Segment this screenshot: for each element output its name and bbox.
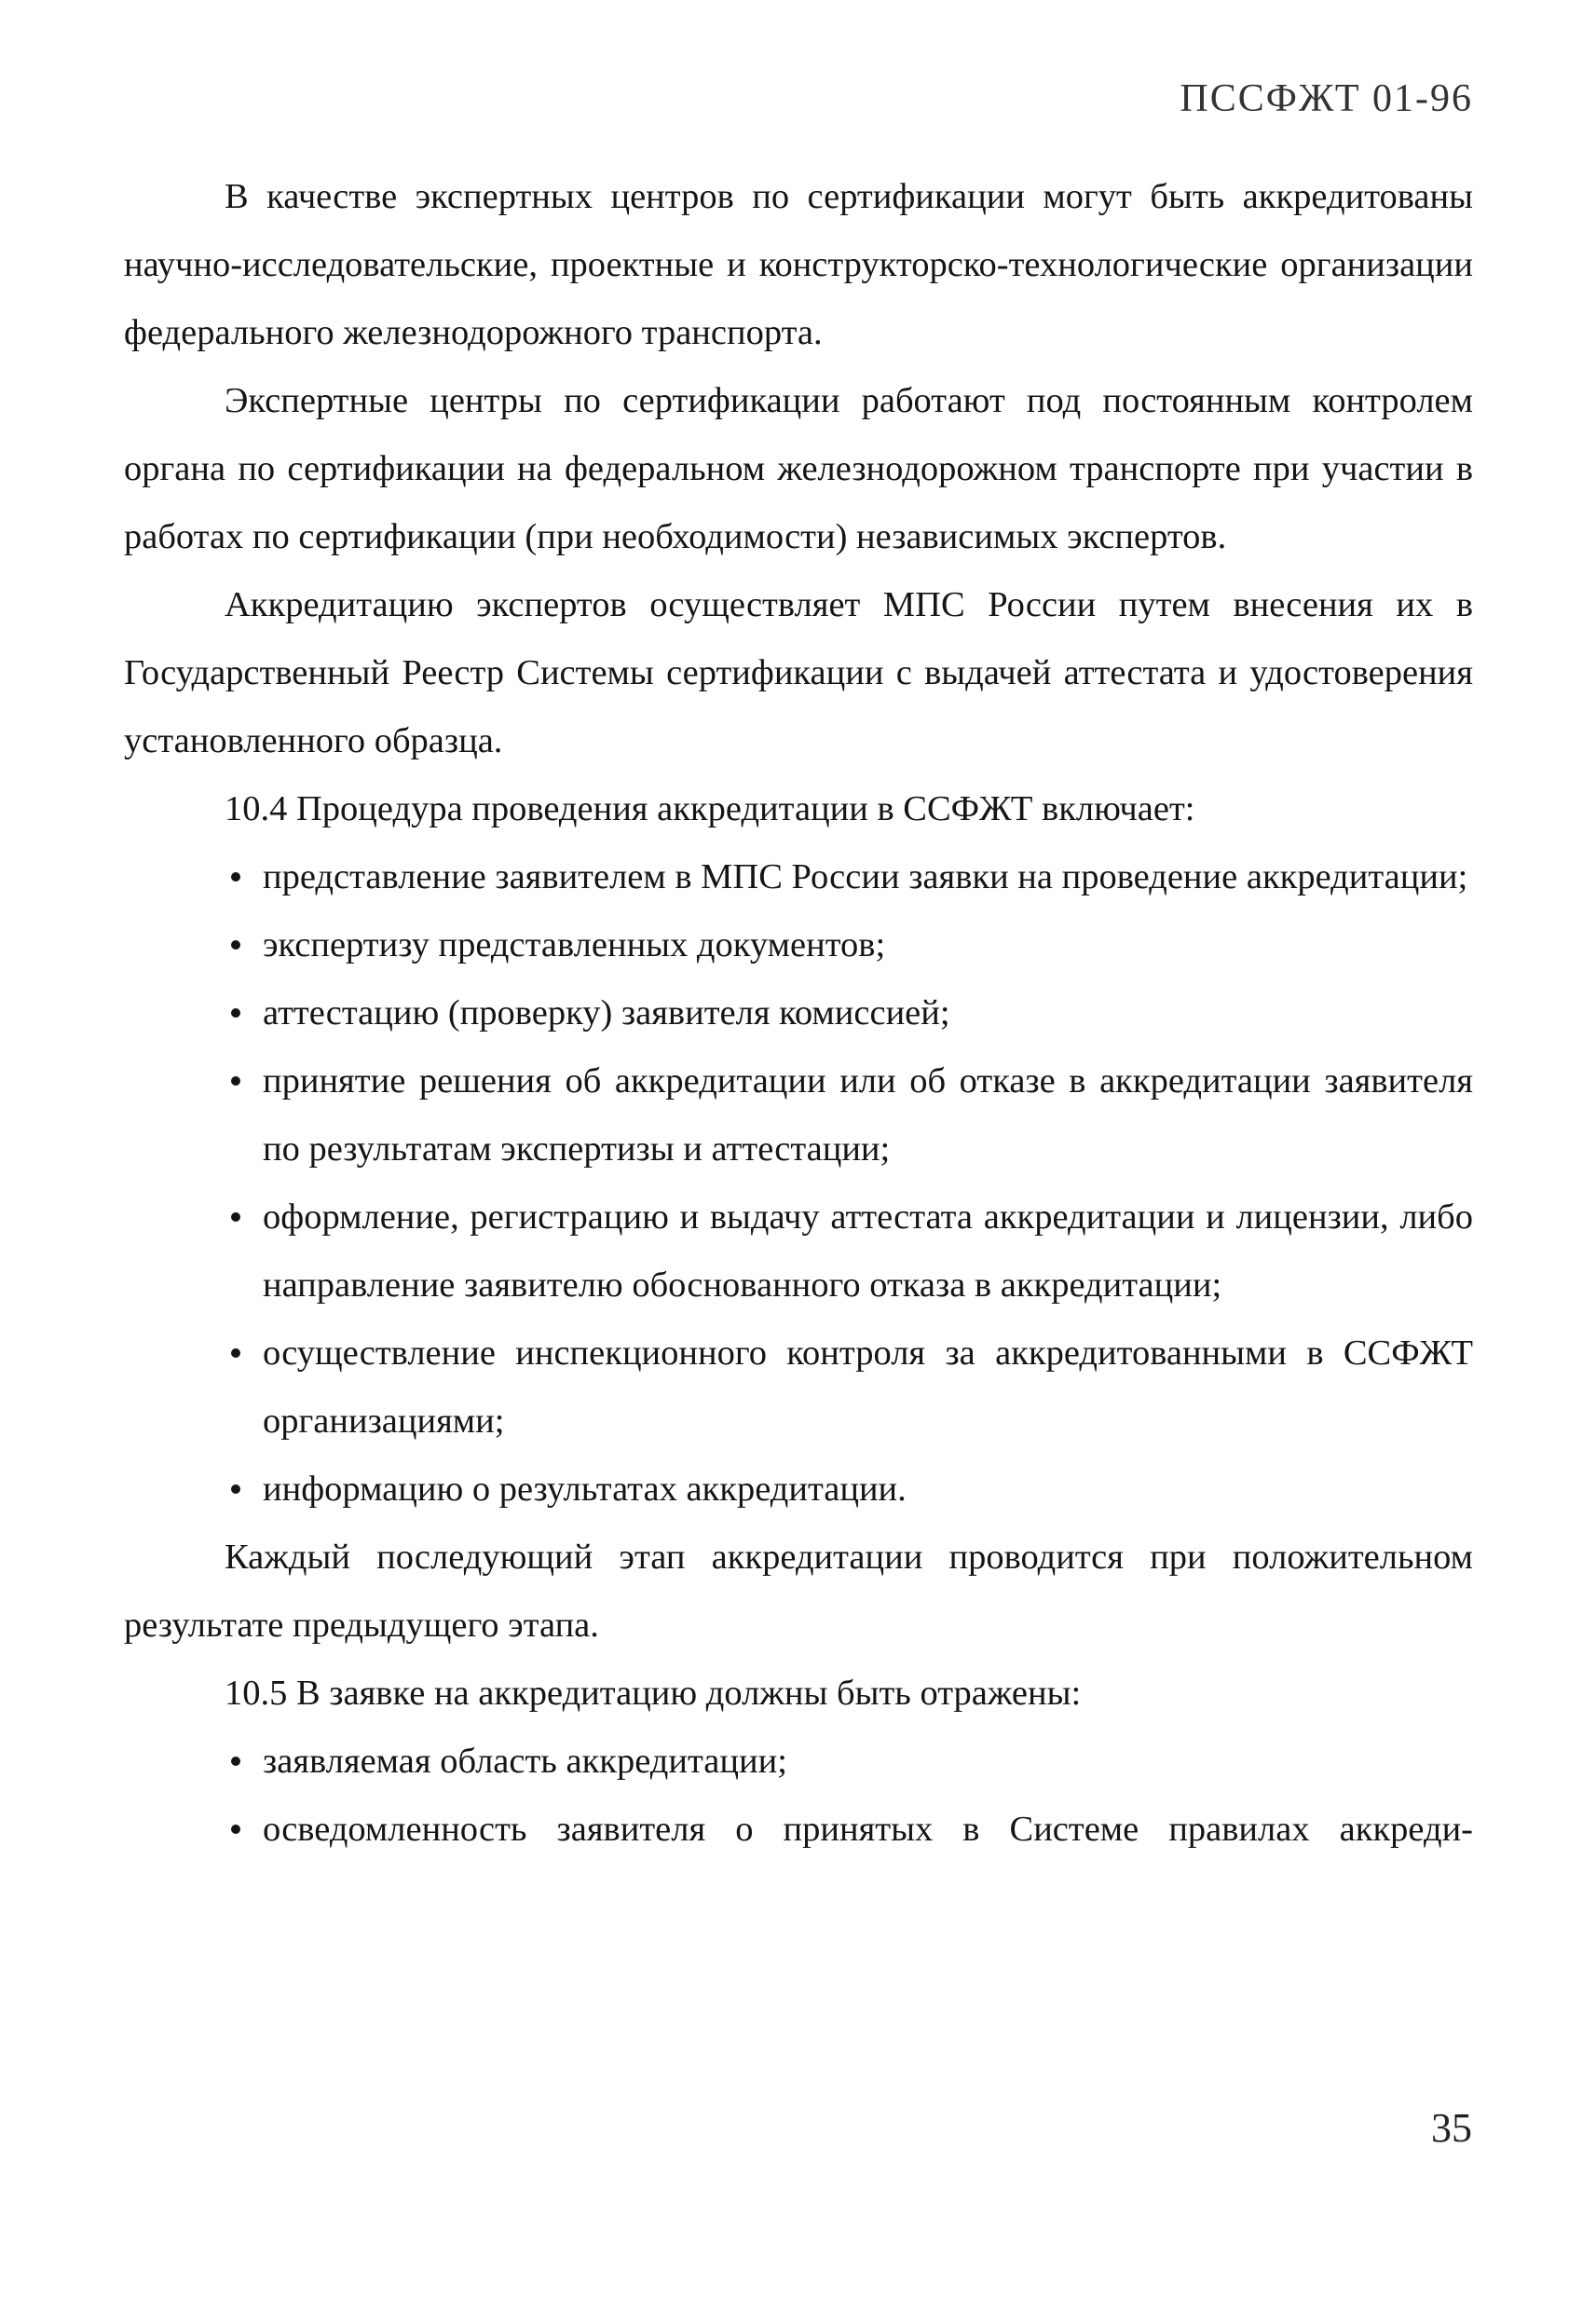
paragraph-expert-control: Экспертные центры по сертификации работают под постоянным контролем органа по сертификации на федеральном железнодорожном транспорте при участии в работах по сертификации (при необходимости) независимых экспертов.: [124, 381, 1473, 556]
document-code-header: ПССФЖТ 01-96: [1180, 77, 1473, 120]
section-10-4-heading: 10.4 Процедура проведения аккредитации в ССФЖТ включает:: [225, 789, 1195, 828]
list-item: представление заявителем в МПС России заявки на проведение аккредитации;: [124, 843, 1473, 911]
list-item: оформление, регистрацию и выдачу аттестата аккредитации и лицензии, либо направление заявителю обоснованного отказа в аккредитации;: [124, 1183, 1473, 1320]
application-content-list: [124, 1728, 1473, 1864]
list-item: осуществление инспекционного контроля за аккредитованными в ССФЖТ организациями;: [124, 1320, 1473, 1456]
list-item: аттестацию (проверку) заявителя комиссией;: [124, 979, 1473, 1047]
accreditation-procedure-list: [124, 843, 1473, 1524]
list-item: осведомленность заявителя о принятых в Системе правилах аккреди-: [124, 1796, 1473, 1864]
section-10-5-heading: 10.5 В заявке на аккредитацию должны быть отражены:: [225, 1674, 1082, 1713]
list-item: принятие решения об аккредитации или об отказе в аккредитации заявителя по результатам экспертизы и аттестации;: [124, 1047, 1473, 1183]
paragraph-expert-centers: В качестве экспертных центров по сертификации могут быть аккредитованы научно-исследовательские, проектные и конструкторско-технологические организации федерального железнодорожного транспорта.: [124, 177, 1473, 352]
page-body: [124, 163, 1473, 1864]
page-number: 35: [1431, 2105, 1472, 2151]
paragraph-next-stage: Каждый последующий этап аккредитации проводится при положительном результате предыдущего этапа.: [124, 1538, 1473, 1645]
paragraph-expert-accreditation: Аккредитацию экспертов осуществляет МПС России путем внесения их в Государственный Реестр Системы сертификации с выдачей аттестата и удостоверения установленного образца.: [124, 585, 1473, 760]
list-item: заявляемая область аккредитации;: [124, 1728, 1473, 1796]
list-item: информацию о результатах аккредитации.: [124, 1456, 1473, 1524]
list-item: экспертизу представленных документов;: [124, 911, 1473, 979]
